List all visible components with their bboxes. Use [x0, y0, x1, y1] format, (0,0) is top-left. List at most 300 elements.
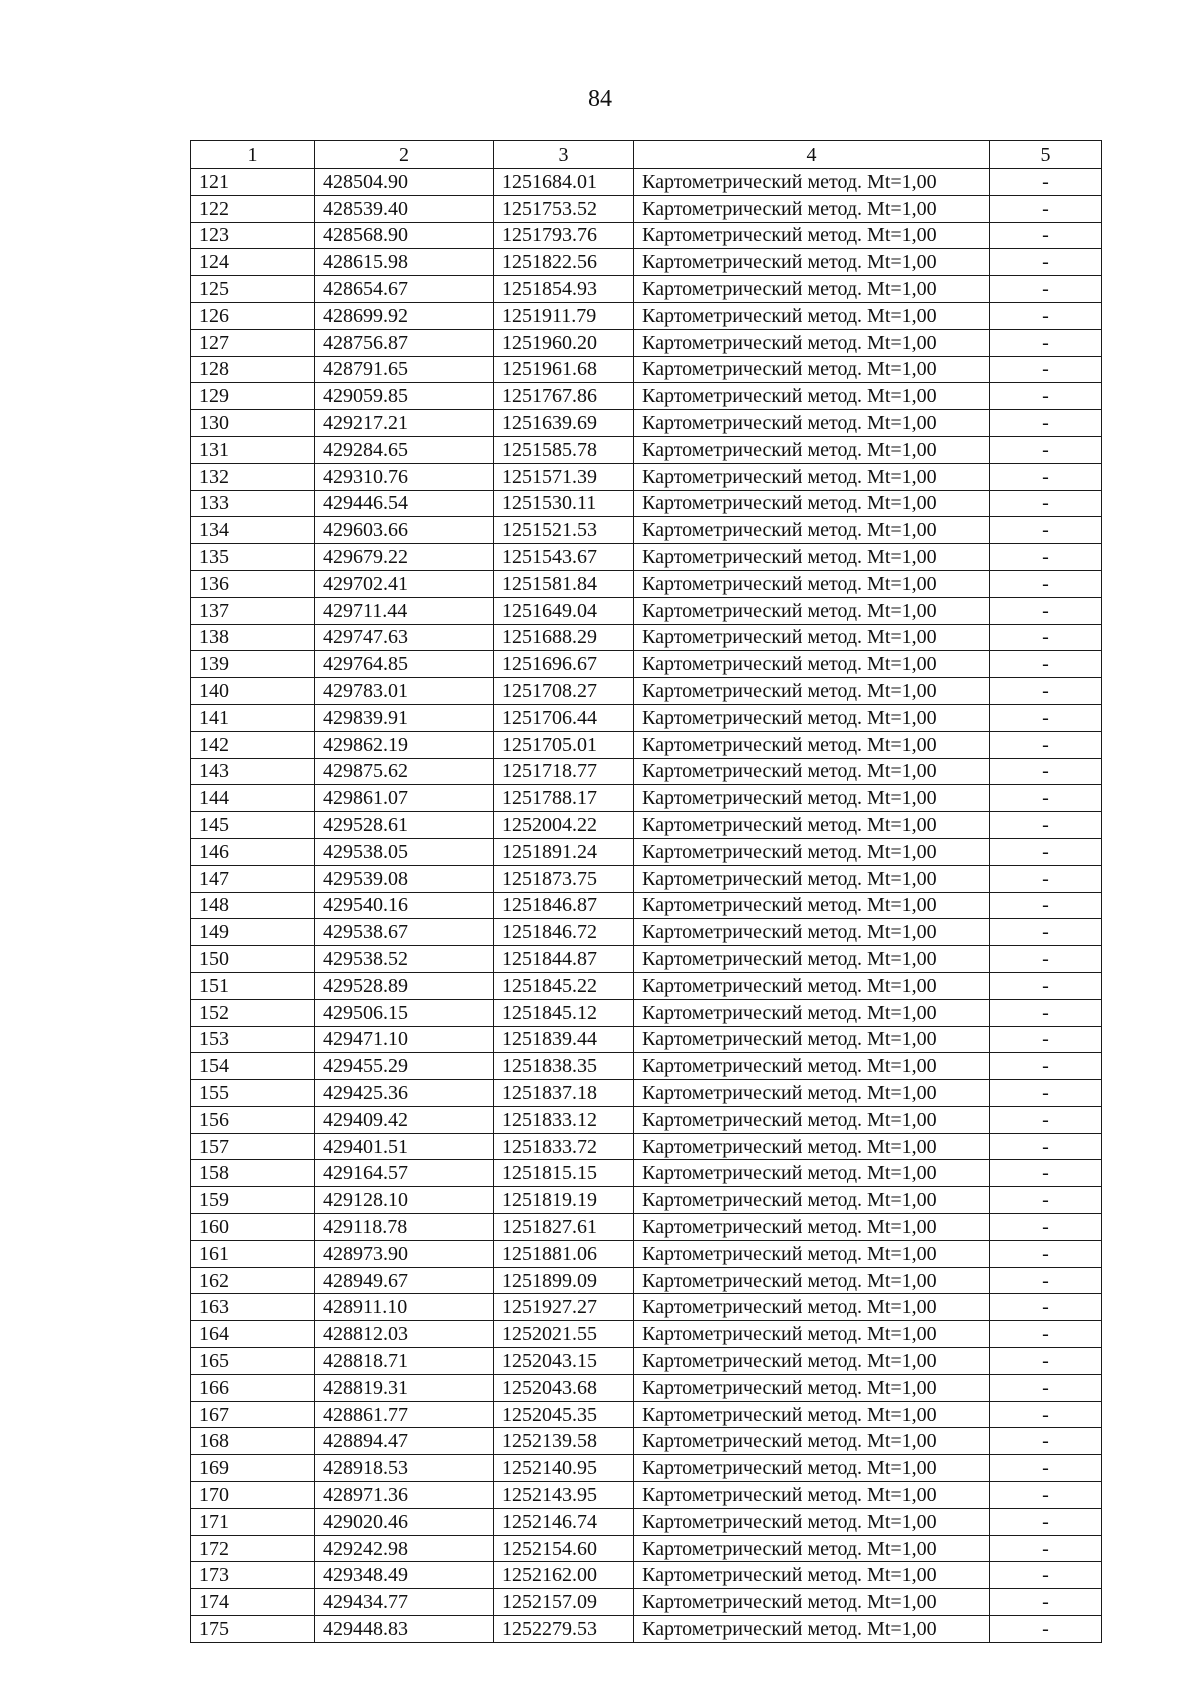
x-coordinate-cell: 428818.71	[315, 1348, 494, 1375]
x-coordinate-cell: 429348.49	[315, 1562, 494, 1589]
y-coordinate-cell: 1251960.20	[494, 329, 634, 356]
point-number-cell: 142	[191, 731, 315, 758]
table-row	[191, 651, 1102, 678]
note-cell: -	[990, 892, 1102, 919]
note-cell: -	[990, 1401, 1102, 1428]
y-coordinate-cell: 1252043.68	[494, 1374, 634, 1401]
note-cell: -	[990, 1428, 1102, 1455]
method-cell: Картометрический метод. Mt=1,00	[634, 276, 990, 303]
method-cell: Картометрический метод. Mt=1,00	[634, 1267, 990, 1294]
y-coordinate-cell: 1251899.09	[494, 1267, 634, 1294]
y-coordinate-cell: 1251881.06	[494, 1240, 634, 1267]
point-number-cell: 143	[191, 758, 315, 785]
note-cell: -	[990, 1294, 1102, 1321]
x-coordinate-cell: 428861.77	[315, 1401, 494, 1428]
point-number-cell: 154	[191, 1053, 315, 1080]
method-cell: Картометрический метод. Mt=1,00	[634, 463, 990, 490]
table-row	[191, 1267, 1102, 1294]
y-coordinate-cell: 1251705.01	[494, 731, 634, 758]
x-coordinate-cell: 429862.19	[315, 731, 494, 758]
y-coordinate-cell: 1251837.18	[494, 1080, 634, 1107]
x-coordinate-cell: 429401.51	[315, 1133, 494, 1160]
x-coordinate-cell: 428699.92	[315, 302, 494, 329]
table-row	[191, 1482, 1102, 1509]
x-coordinate-cell: 429747.63	[315, 624, 494, 651]
y-coordinate-cell: 1252045.35	[494, 1401, 634, 1428]
note-cell: -	[990, 249, 1102, 276]
y-coordinate-cell: 1251846.72	[494, 919, 634, 946]
y-coordinate-cell: 1251708.27	[494, 678, 634, 705]
point-number-cell: 130	[191, 410, 315, 437]
note-cell: -	[990, 570, 1102, 597]
y-coordinate-cell: 1252154.60	[494, 1535, 634, 1562]
table-row	[191, 302, 1102, 329]
note-cell: -	[990, 517, 1102, 544]
x-coordinate-cell: 429538.05	[315, 838, 494, 865]
y-coordinate-cell: 1252004.22	[494, 812, 634, 839]
x-coordinate-cell: 429539.08	[315, 865, 494, 892]
point-number-cell: 160	[191, 1214, 315, 1241]
method-cell: Картометрический метод. Mt=1,00	[634, 1616, 990, 1643]
header-col-2: 2	[315, 141, 494, 169]
y-coordinate-cell: 1251585.78	[494, 436, 634, 463]
note-cell: -	[990, 544, 1102, 571]
note-cell: -	[990, 1214, 1102, 1241]
table-row	[191, 410, 1102, 437]
y-coordinate-cell: 1251891.24	[494, 838, 634, 865]
method-cell: Картометрический метод. Mt=1,00	[634, 1321, 990, 1348]
point-number-cell: 128	[191, 356, 315, 383]
point-number-cell: 164	[191, 1321, 315, 1348]
point-number-cell: 141	[191, 704, 315, 731]
table-row	[191, 919, 1102, 946]
x-coordinate-cell: 428812.03	[315, 1321, 494, 1348]
note-cell: -	[990, 1589, 1102, 1616]
table-row	[191, 1053, 1102, 1080]
method-cell: Картометрический метод. Mt=1,00	[634, 758, 990, 785]
table-row	[191, 490, 1102, 517]
method-cell: Картометрический метод. Mt=1,00	[634, 999, 990, 1026]
method-cell: Картометрический метод. Mt=1,00	[634, 544, 990, 571]
x-coordinate-cell: 429217.21	[315, 410, 494, 437]
method-cell: Картометрический метод. Mt=1,00	[634, 892, 990, 919]
method-cell: Картометрический метод. Mt=1,00	[634, 1240, 990, 1267]
table-row	[191, 1240, 1102, 1267]
method-cell: Картометрический метод. Mt=1,00	[634, 1348, 990, 1375]
x-coordinate-cell: 429861.07	[315, 785, 494, 812]
x-coordinate-cell: 429409.42	[315, 1106, 494, 1133]
point-number-cell: 131	[191, 436, 315, 463]
point-number-cell: 135	[191, 544, 315, 571]
x-coordinate-cell: 429764.85	[315, 651, 494, 678]
y-coordinate-cell: 1251767.86	[494, 383, 634, 410]
point-number-cell: 132	[191, 463, 315, 490]
y-coordinate-cell: 1251688.29	[494, 624, 634, 651]
note-cell: -	[990, 329, 1102, 356]
note-cell: -	[990, 624, 1102, 651]
method-cell: Картометрический метод. Mt=1,00	[634, 1053, 990, 1080]
point-number-cell: 175	[191, 1616, 315, 1643]
point-number-cell: 173	[191, 1562, 315, 1589]
note-cell: -	[990, 1106, 1102, 1133]
method-cell: Картометрический метод. Mt=1,00	[634, 570, 990, 597]
point-number-cell: 125	[191, 276, 315, 303]
y-coordinate-cell: 1252143.95	[494, 1482, 634, 1509]
point-number-cell: 159	[191, 1187, 315, 1214]
x-coordinate-cell: 428791.65	[315, 356, 494, 383]
table-body	[191, 169, 1102, 1643]
note-cell: -	[990, 1080, 1102, 1107]
method-cell: Картометрический метод. Mt=1,00	[634, 946, 990, 973]
point-number-cell: 174	[191, 1589, 315, 1616]
note-cell: -	[990, 1348, 1102, 1375]
x-coordinate-cell: 429448.83	[315, 1616, 494, 1643]
x-coordinate-cell: 429711.44	[315, 597, 494, 624]
y-coordinate-cell: 1251684.01	[494, 169, 634, 196]
note-cell: -	[990, 169, 1102, 196]
method-cell: Картометрический метод. Mt=1,00	[634, 517, 990, 544]
header-row	[191, 141, 1102, 169]
table-row	[191, 1160, 1102, 1187]
note-cell: -	[990, 356, 1102, 383]
point-number-cell: 144	[191, 785, 315, 812]
x-coordinate-cell: 428971.36	[315, 1482, 494, 1509]
x-coordinate-cell: 429538.52	[315, 946, 494, 973]
y-coordinate-cell: 1251718.77	[494, 758, 634, 785]
point-number-cell: 158	[191, 1160, 315, 1187]
y-coordinate-cell: 1252140.95	[494, 1455, 634, 1482]
table-row	[191, 946, 1102, 973]
note-cell: -	[990, 195, 1102, 222]
x-coordinate-cell: 429528.89	[315, 972, 494, 999]
y-coordinate-cell: 1251845.22	[494, 972, 634, 999]
x-coordinate-cell: 429702.41	[315, 570, 494, 597]
table-row	[191, 892, 1102, 919]
x-coordinate-cell: 428894.47	[315, 1428, 494, 1455]
note-cell: -	[990, 758, 1102, 785]
method-cell: Картометрический метод. Mt=1,00	[634, 597, 990, 624]
y-coordinate-cell: 1251846.87	[494, 892, 634, 919]
table-header	[191, 141, 1102, 169]
table-row	[191, 1133, 1102, 1160]
table-row	[191, 1080, 1102, 1107]
method-cell: Картометрический метод. Mt=1,00	[634, 410, 990, 437]
method-cell: Картометрический метод. Mt=1,00	[634, 731, 990, 758]
table-row	[191, 1348, 1102, 1375]
method-cell: Картометрический метод. Mt=1,00	[634, 1455, 990, 1482]
y-coordinate-cell: 1251833.12	[494, 1106, 634, 1133]
point-number-cell: 155	[191, 1080, 315, 1107]
method-cell: Картометрический метод. Mt=1,00	[634, 436, 990, 463]
table-row	[191, 570, 1102, 597]
note-cell: -	[990, 463, 1102, 490]
table-row	[191, 678, 1102, 705]
note-cell: -	[990, 972, 1102, 999]
point-number-cell: 145	[191, 812, 315, 839]
method-cell: Картометрический метод. Mt=1,00	[634, 1535, 990, 1562]
note-cell: -	[990, 276, 1102, 303]
note-cell: -	[990, 410, 1102, 437]
note-cell: -	[990, 704, 1102, 731]
y-coordinate-cell: 1251927.27	[494, 1294, 634, 1321]
point-number-cell: 168	[191, 1428, 315, 1455]
x-coordinate-cell: 428539.40	[315, 195, 494, 222]
note-cell: -	[990, 678, 1102, 705]
note-cell: -	[990, 383, 1102, 410]
table-row	[191, 383, 1102, 410]
table-row	[191, 1214, 1102, 1241]
table-row	[191, 222, 1102, 249]
x-coordinate-cell: 429538.67	[315, 919, 494, 946]
header-col-1: 1	[191, 141, 315, 169]
point-number-cell: 153	[191, 1026, 315, 1053]
point-number-cell: 147	[191, 865, 315, 892]
y-coordinate-cell: 1251521.53	[494, 517, 634, 544]
y-coordinate-cell: 1251844.87	[494, 946, 634, 973]
x-coordinate-cell: 429128.10	[315, 1187, 494, 1214]
y-coordinate-cell: 1251822.56	[494, 249, 634, 276]
x-coordinate-cell: 429059.85	[315, 383, 494, 410]
table-row	[191, 1187, 1102, 1214]
point-number-cell: 152	[191, 999, 315, 1026]
x-coordinate-cell: 429679.22	[315, 544, 494, 571]
note-cell: -	[990, 1240, 1102, 1267]
y-coordinate-cell: 1251838.35	[494, 1053, 634, 1080]
x-coordinate-cell: 429603.66	[315, 517, 494, 544]
y-coordinate-cell: 1251839.44	[494, 1026, 634, 1053]
note-cell: -	[990, 731, 1102, 758]
y-coordinate-cell: 1251961.68	[494, 356, 634, 383]
point-number-cell: 129	[191, 383, 315, 410]
method-cell: Картометрический метод. Mt=1,00	[634, 1214, 990, 1241]
method-cell: Картометрический метод. Mt=1,00	[634, 1589, 990, 1616]
y-coordinate-cell: 1251696.67	[494, 651, 634, 678]
point-number-cell: 138	[191, 624, 315, 651]
table-row	[191, 1401, 1102, 1428]
y-coordinate-cell: 1251753.52	[494, 195, 634, 222]
y-coordinate-cell: 1251845.12	[494, 999, 634, 1026]
note-cell: -	[990, 1482, 1102, 1509]
note-cell: -	[990, 1616, 1102, 1643]
note-cell: -	[990, 1160, 1102, 1187]
table-row	[191, 731, 1102, 758]
method-cell: Картометрический метод. Mt=1,00	[634, 222, 990, 249]
y-coordinate-cell: 1251649.04	[494, 597, 634, 624]
point-number-cell: 139	[191, 651, 315, 678]
point-number-cell: 162	[191, 1267, 315, 1294]
note-cell: -	[990, 222, 1102, 249]
table-row	[191, 1026, 1102, 1053]
point-number-cell: 172	[191, 1535, 315, 1562]
method-cell: Картометрический метод. Mt=1,00	[634, 919, 990, 946]
method-cell: Картометрический метод. Mt=1,00	[634, 1187, 990, 1214]
table-row	[191, 624, 1102, 651]
note-cell: -	[990, 1508, 1102, 1535]
method-cell: Картометрический метод. Mt=1,00	[634, 1482, 990, 1509]
point-number-cell: 136	[191, 570, 315, 597]
table-row	[191, 463, 1102, 490]
table-row	[191, 972, 1102, 999]
y-coordinate-cell: 1252162.00	[494, 1562, 634, 1589]
note-cell: -	[990, 597, 1102, 624]
table-row	[191, 169, 1102, 196]
point-number-cell: 127	[191, 329, 315, 356]
header-col-5: 5	[990, 141, 1102, 169]
table-row	[191, 329, 1102, 356]
note-cell: -	[990, 1133, 1102, 1160]
x-coordinate-cell: 428756.87	[315, 329, 494, 356]
x-coordinate-cell: 429471.10	[315, 1026, 494, 1053]
note-cell: -	[990, 812, 1102, 839]
note-cell: -	[990, 919, 1102, 946]
y-coordinate-cell: 1251793.76	[494, 222, 634, 249]
y-coordinate-cell: 1251530.11	[494, 490, 634, 517]
y-coordinate-cell: 1251706.44	[494, 704, 634, 731]
y-coordinate-cell: 1251815.15	[494, 1160, 634, 1187]
y-coordinate-cell: 1251639.69	[494, 410, 634, 437]
note-cell: -	[990, 785, 1102, 812]
method-cell: Картометрический метод. Mt=1,00	[634, 972, 990, 999]
x-coordinate-cell: 429528.61	[315, 812, 494, 839]
note-cell: -	[990, 1267, 1102, 1294]
method-cell: Картометрический метод. Mt=1,00	[634, 651, 990, 678]
table-row	[191, 785, 1102, 812]
table-row	[191, 1455, 1102, 1482]
y-coordinate-cell: 1251827.61	[494, 1214, 634, 1241]
table-row	[191, 1616, 1102, 1643]
note-cell: -	[990, 436, 1102, 463]
y-coordinate-cell: 1251571.39	[494, 463, 634, 490]
method-cell: Картометрический метод. Mt=1,00	[634, 302, 990, 329]
note-cell: -	[990, 1455, 1102, 1482]
point-number-cell: 137	[191, 597, 315, 624]
point-number-cell: 151	[191, 972, 315, 999]
x-coordinate-cell: 429540.16	[315, 892, 494, 919]
page-number: 84	[588, 86, 612, 112]
x-coordinate-cell: 429434.77	[315, 1589, 494, 1616]
x-coordinate-cell: 429310.76	[315, 463, 494, 490]
table-row	[191, 517, 1102, 544]
y-coordinate-cell: 1251911.79	[494, 302, 634, 329]
method-cell: Картометрический метод. Mt=1,00	[634, 356, 990, 383]
x-coordinate-cell: 429783.01	[315, 678, 494, 705]
y-coordinate-cell: 1252157.09	[494, 1589, 634, 1616]
table-row	[191, 597, 1102, 624]
point-number-cell: 134	[191, 517, 315, 544]
table-row	[191, 356, 1102, 383]
table-row	[191, 1321, 1102, 1348]
table-row	[191, 1374, 1102, 1401]
point-number-cell: 163	[191, 1294, 315, 1321]
x-coordinate-cell: 428819.31	[315, 1374, 494, 1401]
method-cell: Картометрический метод. Mt=1,00	[634, 624, 990, 651]
coordinates-table	[190, 140, 1102, 1643]
point-number-cell: 149	[191, 919, 315, 946]
note-cell: -	[990, 1321, 1102, 1348]
note-cell: -	[990, 1053, 1102, 1080]
method-cell: Картометрический метод. Mt=1,00	[634, 1160, 990, 1187]
method-cell: Картометрический метод. Mt=1,00	[634, 838, 990, 865]
point-number-cell: 165	[191, 1348, 315, 1375]
point-number-cell: 169	[191, 1455, 315, 1482]
x-coordinate-cell: 429020.46	[315, 1508, 494, 1535]
table-row	[191, 276, 1102, 303]
x-coordinate-cell: 428615.98	[315, 249, 494, 276]
table-row	[191, 249, 1102, 276]
method-cell: Картометрический метод. Mt=1,00	[634, 249, 990, 276]
table-row	[191, 1428, 1102, 1455]
table-row	[191, 195, 1102, 222]
method-cell: Картометрический метод. Mt=1,00	[634, 1562, 990, 1589]
note-cell: -	[990, 1187, 1102, 1214]
method-cell: Картометрический метод. Mt=1,00	[634, 1374, 990, 1401]
x-coordinate-cell: 429506.15	[315, 999, 494, 1026]
method-cell: Картометрический метод. Mt=1,00	[634, 195, 990, 222]
table-row	[191, 999, 1102, 1026]
x-coordinate-cell: 429118.78	[315, 1214, 494, 1241]
method-cell: Картометрический метод. Mt=1,00	[634, 1401, 990, 1428]
point-number-cell: 133	[191, 490, 315, 517]
y-coordinate-cell: 1252279.53	[494, 1616, 634, 1643]
point-number-cell: 156	[191, 1106, 315, 1133]
x-coordinate-cell: 429425.36	[315, 1080, 494, 1107]
point-number-cell: 150	[191, 946, 315, 973]
point-number-cell: 170	[191, 1482, 315, 1509]
table-row	[191, 1508, 1102, 1535]
y-coordinate-cell: 1251543.67	[494, 544, 634, 571]
x-coordinate-cell: 429446.54	[315, 490, 494, 517]
method-cell: Картометрический метод. Mt=1,00	[634, 812, 990, 839]
y-coordinate-cell: 1252021.55	[494, 1321, 634, 1348]
table-row	[191, 865, 1102, 892]
method-cell: Картометрический метод. Mt=1,00	[634, 1428, 990, 1455]
method-cell: Картометрический метод. Mt=1,00	[634, 1133, 990, 1160]
note-cell: -	[990, 999, 1102, 1026]
note-cell: -	[990, 865, 1102, 892]
x-coordinate-cell: 428911.10	[315, 1294, 494, 1321]
table-row	[191, 1562, 1102, 1589]
note-cell: -	[990, 1535, 1102, 1562]
note-cell: -	[990, 1562, 1102, 1589]
y-coordinate-cell: 1251873.75	[494, 865, 634, 892]
y-coordinate-cell: 1251833.72	[494, 1133, 634, 1160]
x-coordinate-cell: 428918.53	[315, 1455, 494, 1482]
table-row	[191, 436, 1102, 463]
note-cell: -	[990, 1374, 1102, 1401]
y-coordinate-cell: 1251819.19	[494, 1187, 634, 1214]
table-row	[191, 758, 1102, 785]
x-coordinate-cell: 429455.29	[315, 1053, 494, 1080]
note-cell: -	[990, 838, 1102, 865]
x-coordinate-cell: 428504.90	[315, 169, 494, 196]
point-number-cell: 146	[191, 838, 315, 865]
header-col-3: 3	[494, 141, 634, 169]
table-row	[191, 1589, 1102, 1616]
method-cell: Картометрический метод. Mt=1,00	[634, 169, 990, 196]
y-coordinate-cell: 1251854.93	[494, 276, 634, 303]
point-number-cell: 122	[191, 195, 315, 222]
header-col-4: 4	[634, 141, 990, 169]
x-coordinate-cell: 428973.90	[315, 1240, 494, 1267]
table-row	[191, 812, 1102, 839]
note-cell: -	[990, 946, 1102, 973]
point-number-cell: 161	[191, 1240, 315, 1267]
table-row	[191, 838, 1102, 865]
x-coordinate-cell: 428568.90	[315, 222, 494, 249]
method-cell: Картометрический метод. Mt=1,00	[634, 383, 990, 410]
method-cell: Картометрический метод. Mt=1,00	[634, 1026, 990, 1053]
x-coordinate-cell: 429242.98	[315, 1535, 494, 1562]
